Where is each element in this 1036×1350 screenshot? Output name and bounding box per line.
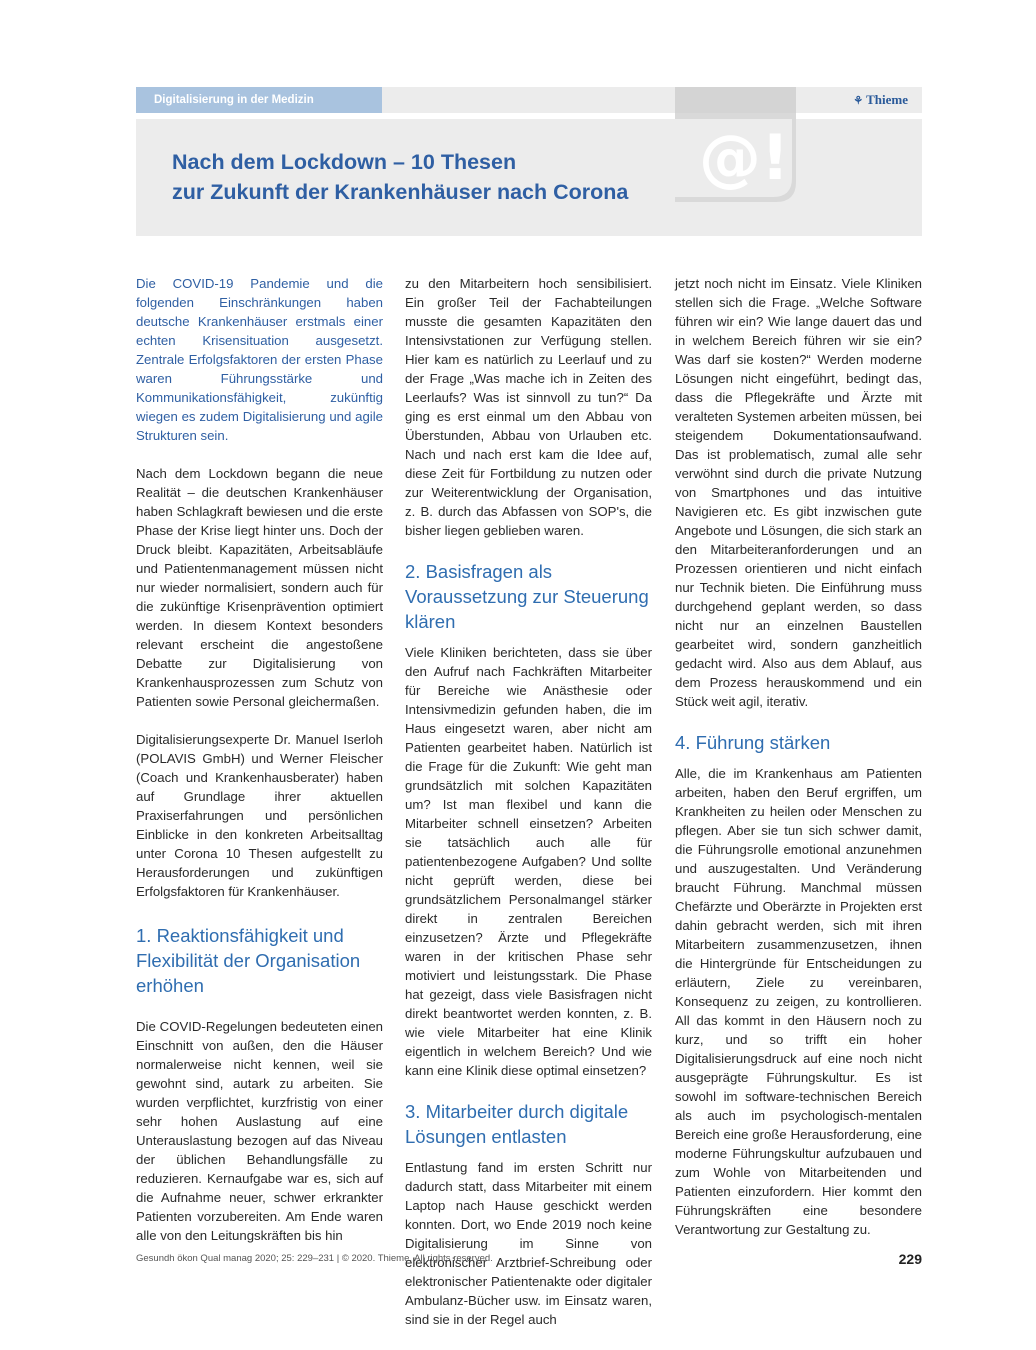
section-heading-4: 4. Führung stärken bbox=[675, 732, 831, 753]
page-number: 229 bbox=[898, 1251, 922, 1267]
body-paragraph: Die COVID-Regelungen bedeuteten einen Einschnitt von außen, den die Häuser normalerweise nicht kennen, weil sie gewohnt sind, autark zu arbeiten. Sie wurden verpflichtet, kurzfristig von einer sehr hohen Auslastung auf eine Unterauslastung bezogen auf das Niveau der üblichen Behandlungsfälle zu reduzieren. Kernaufgabe war es, sich auf die Aufnahme neuer, schwer erkrankter Patienten vorzubereiten. Am Ende waren alle von den Leitungskräften bis hin bbox=[136, 1019, 383, 1243]
body-paragraph: zu den Mitarbeitern hoch sensibilisiert. Ein großer Teil der Fachabteilungen musste die gesamten Kapazitäten den Intensivstationen zur Verfügung stellen. Hier kam es natürlich zu Leerlauf und zu der Frage „Was mache ich in Zeiten des Leerlaufs? Was ist sinnvoll zu tun?“ Da ging es erst einmal um den Abbau von Überstunden, Abbau von Urlauben etc. Nach und nach erst kam die Idee auf, diese Zeit für Fortbildung zu nutzen oder zur Weiterentwicklung der Organisation, z. B. durch das Abfassen von SOP's, die bisher liegen geblieben waren. bbox=[405, 276, 652, 538]
column-3 bbox=[675, 274, 922, 1239]
lead-paragraph: Die COVID-19 Pandemie und die folgenden Einschränkungen haben deutsche Krankenhäuser erstmals einer echten Krisensituation ausgesetzt. Zentrale Erfolgsfaktoren der ersten Phase waren Führungsstärke und Kommunikationsfähigkeit, zukünftig wiegen es zudem Digitalisierung und agile Strukturen sein. bbox=[136, 276, 383, 443]
article-title bbox=[172, 147, 692, 207]
body-paragraph: Alle, die im Krankenhaus am Patienten arbeiten, haben den Beruf ergriffen, um Krankheiten zu heilen oder Menschen zu pflegen. Aber sie tun sich schwer damit, die Führungsrolle emotional anzunehmen und auszugestalten. Und Veränderung braucht Führung. Manchmal müssen Chefärzte und Oberärzte in Projekten erst dahin gebracht werden, sich mit ihren Mitarbeitern zusammenzusetzen, ihnen die Hintergründe für Entscheidungen zu erläutern, Ziele zu vereinbaren, Konsequenz zu zeigen, zu kontrollieren. All das kommt in den Häusern noch zu kurz, und so trifft ein hoher Digitalisierungsdruck auf eine noch nicht ausgeprägte Führungskultur. Es ist sowohl im software-technischen Bereich als auch im psychologisch-mentalen Bereich eine große Herausforderung, eine moderne Führungskultur aufzubauen und zum Wohle von Mitarbeitenden und Patienten einzufordern. Hier kommt den Führungskräften eine besondere Verantwortung zur Gestaltung zu. bbox=[675, 766, 922, 1237]
section-heading-3: 3. Mitarbeiter durch digitale Lösungen entlasten bbox=[405, 1101, 629, 1147]
section-heading-1: 1. Reaktionsfähigkeit und Flexibilität der Organisation erhöhen bbox=[136, 925, 361, 996]
article-title-line-2: zur Zukunft der Krankenhäuser nach Corona bbox=[172, 180, 629, 204]
citation-footer: Gesundh ökon Qual manag 2020; 25: 229–231 | © 2020. Thieme. All rights reserved. bbox=[136, 1253, 493, 1264]
column-1 bbox=[136, 274, 383, 1245]
publisher-logo bbox=[853, 87, 908, 113]
body-paragraph: Viele Kliniken berichteten, dass sie über den Aufruf nach Fachkräften Mitarbeiter für Bereiche wie Anästhesie oder Intensivmedizin gefunden haben, die im Haus eingesetzt waren, aber nicht am Patienten gearbeitet haben. Natürlich ist die Frage für die Zukunft: Wie geht man grundsätzlich mit solchen Kapazitäten um? Ist man flexibel und kann die Mitarbeiter schnell einsetzen? Arbeiten sie tatsächlich auch alle für patientenbezogene Aufgaben? Und sollte nicht geprüft werden, diese bei grundsätzlichem Personalmangel stärker direkt in zentralen Bereichen einzusetzen? Ärzte und Pflegekräfte waren in der kritischen Phase sehr motiviert und leistungsstark. Die Phase hat gezeigt, dass viele Basisfragen nicht direkt beantwortet werden konnten, z. B. wie viele Mitarbeiter hat eine Klinik eigentlich in welchem Bereich? Und wie kann eine Klinik diese optimal einsetzen? bbox=[405, 645, 652, 1078]
body-paragraph: Nach dem Lockdown begann die neue Realität – die deutschen Krankenhäuser haben Schlagkraft bewiesen und die erste Phase der Krise liegt hinter uns. Doch der Druck bleibt. Kapazitäten, Arbeitsabläufe und Patientenmanagement müssen nicht nur wieder normalisiert, sondern auch für die zukünftige Krisenprävention optimiert werden. In diesem Kontext besonders relevant erscheint die angestoßene Debatte zur Digitalisierung von Krankenhausprozessen zum Schutz von Patienten sowie Personal gleichermaßen. bbox=[136, 466, 383, 709]
at-exclamation-logo-icon bbox=[675, 87, 796, 202]
section-heading-2: 2. Basisfragen als Voraussetzung zur Steuerung klären bbox=[405, 561, 649, 632]
thieme-emblem-icon: ⚘ bbox=[853, 95, 864, 107]
section-label: Digitalisierung in der Medizin bbox=[136, 87, 382, 113]
title-band bbox=[136, 119, 922, 236]
publisher-name: Thieme bbox=[866, 92, 908, 107]
journal-header-bar bbox=[136, 87, 922, 113]
logo-glyph: @! bbox=[699, 121, 790, 194]
body-paragraph: jetzt noch nicht im Einsatz. Viele Kliniken stellen sich die Frage. „Welche Software führen wir ein? Wie lange dauert das und in welchem Bereich führen wir sie ein? Was darf sie kosten?“ Werden moderne Lösungen nicht eingeführt, bedingt das, dass die Pflegekräfte und Ärzte mit veralteten Systemen arbeiten müssen, bei steigendem Dokumentationsaufwand. Das ist problematisch, zumal alle sehr verwöhnt sind durch die private Nutzung von Smartphones und das intuitive Navigieren etc. Es gibt inzwischen gute Angebote und Lösungen, die sich stark an den Mitarbeiteranforderungen und an Prozessen orientieren und nicht einfach nur Technik bieten. Die Einführung muss durchgehend geplant werden, so dass nicht nur an einzelnen Baustellen gearbeitet wird, sondern ganzheitlich gedacht wird. Also aus dem Ablauf, aus dem Prozess herauskommend und ein Stück weit agil, iterativ. bbox=[675, 276, 922, 709]
article-title-line-1: Nach dem Lockdown – 10 Thesen bbox=[172, 150, 517, 174]
body-paragraph: Entlastung fand im ersten Schritt nur dadurch statt, dass Mitarbeiter mit einem Laptop nach Hause geschickt werden konnten. Dort, wo Ende 2019 noch keine Digitalisierung im Sinne von elektronischer Arztbrief-Schreibung oder elektronischer Patientenakte oder digitaler Ambulanz-Bücher usw. im Einsatz waren, sind sie in der Regel auch bbox=[405, 1160, 652, 1327]
column-2 bbox=[405, 274, 652, 1329]
body-paragraph: Digitalisierungsexperte Dr. Manuel Iserloh (POLAVIS GmbH) und Werner Fleischer (Coach und Krankenhausberater) haben auf Grundlage ihrer aktuellen Praxiserfahrungen und persönlichen Einblicke in den konkreten Arbeitsalltag unter Corona 10 Thesen aufgestellt zu Herausforderungen und zukünftigen Erfolgsfaktoren für Krankenhäuser. bbox=[136, 732, 383, 899]
